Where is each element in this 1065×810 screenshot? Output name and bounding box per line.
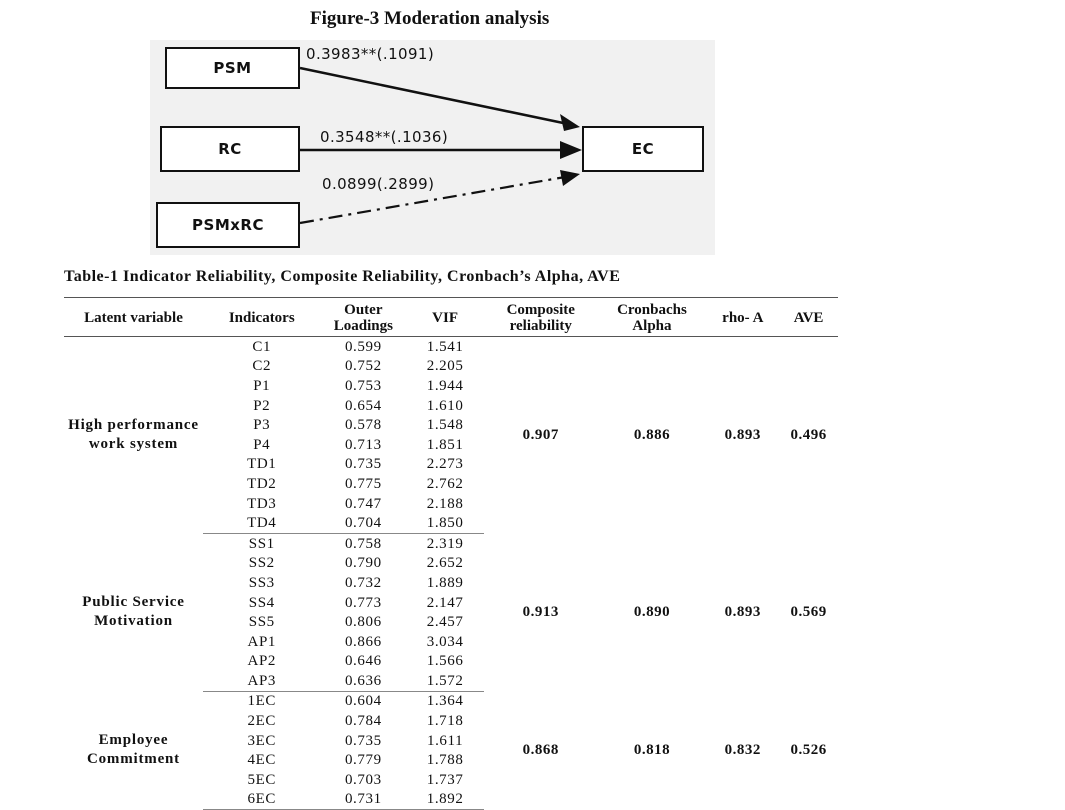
rho-a-cell: 0.832 (724, 742, 761, 759)
indicator-cell: AP2 (247, 653, 276, 670)
table-row (64, 691, 838, 711)
latent-variable-cell: Public Service Motivation (82, 594, 185, 630)
outer-loading-cell: 0.773 (344, 594, 382, 611)
rho-a-cell: 0.893 (724, 427, 761, 444)
vif-cell: 1.611 (426, 732, 464, 749)
header-rho-a: rho- A (706, 298, 779, 337)
outer-loading-cell: 0.866 (344, 633, 382, 650)
indicator-cell: P3 (253, 417, 271, 434)
indicator-cell: P1 (253, 377, 271, 394)
vif-cell: 2.319 (426, 535, 464, 552)
moderation-diagram (150, 40, 715, 255)
path-label-psm-ec: 0.3983**(.1091) (306, 45, 435, 63)
vif-cell: 2.188 (426, 495, 464, 512)
outer-loading-cell: 0.732 (344, 574, 382, 591)
outer-loading-cell: 0.753 (344, 377, 382, 394)
table-row (64, 533, 838, 553)
indicator-cell: AP3 (203, 671, 321, 691)
indicator-cell: 5EC (247, 771, 276, 788)
vif-cell: 1.851 (426, 436, 464, 453)
ave-cell: 0.569 (790, 604, 827, 621)
vif-cell: 1.572 (406, 671, 484, 691)
node-ec: EC (582, 126, 704, 172)
vif-cell: 2.147 (426, 594, 464, 611)
indicator-cell: TD2 (247, 475, 277, 492)
outer-loading-cell: 0.599 (344, 338, 382, 355)
outer-loading-cell: 0.752 (344, 358, 382, 375)
outer-loading-cell: 0.713 (344, 436, 382, 453)
indicator-cell: 2EC (247, 713, 276, 730)
vif-cell: 1.610 (426, 397, 464, 414)
outer-loading-cell: 0.646 (344, 653, 382, 670)
outer-loading-cell: 0.747 (344, 495, 382, 512)
latent-variable-cell: Employee Commitment (86, 732, 180, 768)
outer-loading-cell: 0.731 (321, 790, 407, 810)
indicator-cell: TD3 (247, 495, 277, 512)
cronbachs-alpha-cell: 0.886 (633, 427, 671, 444)
vif-cell: 1.364 (426, 693, 464, 710)
vif-cell: 2.652 (426, 555, 464, 572)
vif-cell: 2.273 (426, 456, 464, 473)
indicator-cell: 3EC (247, 732, 276, 749)
node-psm: PSM (165, 47, 300, 89)
indicator-cell: C1 (252, 338, 272, 355)
composite-reliability-cell: 0.913 (522, 604, 559, 621)
indicator-cell: SS3 (248, 574, 275, 591)
indicator-cell: C2 (252, 358, 272, 375)
indicator-cell: SS5 (248, 614, 275, 631)
header-cronbachs-alpha: Cronbachs Alpha (597, 298, 706, 337)
arrowhead-rc-ec (560, 141, 582, 159)
outer-loading-cell: 0.703 (344, 771, 382, 788)
outer-loading-cell: 0.806 (344, 614, 382, 631)
vif-cell: 1.788 (426, 752, 464, 769)
outer-loading-cell: 0.604 (344, 693, 382, 710)
composite-reliability-cell: 0.907 (522, 427, 559, 444)
outer-loading-cell: 0.578 (344, 417, 382, 434)
outer-loading-cell: 0.758 (344, 535, 382, 552)
ave-cell: 0.496 (790, 427, 827, 444)
path-label-rc-ec: 0.3548**(.1036) (320, 128, 449, 146)
indicator-cell: TD1 (247, 456, 277, 473)
outer-loading-cell: 0.704 (321, 513, 407, 533)
arrowhead-psm-ec (560, 114, 580, 131)
outer-loading-cell: 0.735 (344, 732, 382, 749)
table-row (64, 337, 838, 357)
indicator-cell: 6EC (203, 790, 321, 810)
table-body (64, 337, 838, 810)
ave-cell: 0.526 (790, 742, 827, 759)
latent-variable-cell: High performance work system (68, 417, 199, 453)
cronbachs-alpha-cell: 0.818 (633, 742, 671, 759)
vif-cell: 1.541 (426, 338, 464, 355)
indicator-cell: 1EC (247, 693, 276, 710)
outer-loading-cell: 0.784 (344, 713, 382, 730)
rho-a-cell: 0.893 (724, 604, 761, 621)
indicator-cell: P4 (253, 436, 271, 453)
outer-loading-cell: 0.775 (344, 475, 382, 492)
table-title: Table-1 Indicator Reliability, Composite Reliability, Cronbach’s Alpha, AVE (64, 268, 621, 285)
header-composite-reliability: Composite reliability (484, 298, 597, 337)
outer-loading-cell: 0.779 (344, 752, 382, 769)
header-outer-loadings: Outer Loadings (321, 298, 407, 337)
vif-cell: 2.205 (426, 358, 464, 375)
indicator-cell: SS2 (248, 555, 275, 572)
path-label-psmxrc-ec: 0.0899(.2899) (322, 175, 435, 193)
node-rc: RC (160, 126, 300, 172)
indicator-cell: TD4 (203, 513, 321, 533)
vif-cell: 1.944 (426, 377, 464, 394)
cronbachs-alpha-cell: 0.890 (633, 604, 671, 621)
table-header-row (64, 298, 838, 337)
outer-loading-cell: 0.790 (344, 555, 382, 572)
header-ave: AVE (779, 298, 838, 337)
header-indicators: Indicators (203, 298, 321, 337)
header-vif: VIF (406, 298, 484, 337)
vif-cell: 3.034 (426, 633, 464, 650)
outer-loading-cell: 0.636 (321, 671, 407, 691)
indicator-cell: AP1 (247, 633, 276, 650)
outer-loading-cell: 0.735 (344, 456, 382, 473)
indicator-cell: P2 (253, 397, 271, 414)
reliability-table (64, 297, 838, 810)
outer-loading-cell: 0.654 (344, 397, 382, 414)
vif-cell: 1.892 (406, 790, 484, 810)
arrow-psm-ec (300, 68, 568, 124)
arrowhead-psmxrc-ec (560, 170, 580, 186)
composite-reliability-cell: 0.868 (522, 742, 559, 759)
node-psmxrc: PSMxRC (156, 202, 300, 248)
vif-cell: 2.457 (426, 614, 464, 631)
vif-cell: 1.548 (426, 417, 464, 434)
indicator-cell: 4EC (247, 752, 276, 769)
vif-cell: 1.566 (426, 653, 464, 670)
figure-title: Figure-3 Moderation analysis (310, 8, 550, 29)
indicator-cell: SS4 (248, 594, 275, 611)
header-latent-variable: Latent variable (64, 298, 203, 337)
indicator-cell: SS1 (248, 535, 275, 552)
vif-cell: 1.889 (426, 574, 464, 591)
vif-cell: 2.762 (426, 475, 464, 492)
vif-cell: 1.850 (406, 513, 484, 533)
vif-cell: 1.737 (426, 771, 464, 788)
vif-cell: 1.718 (426, 713, 464, 730)
